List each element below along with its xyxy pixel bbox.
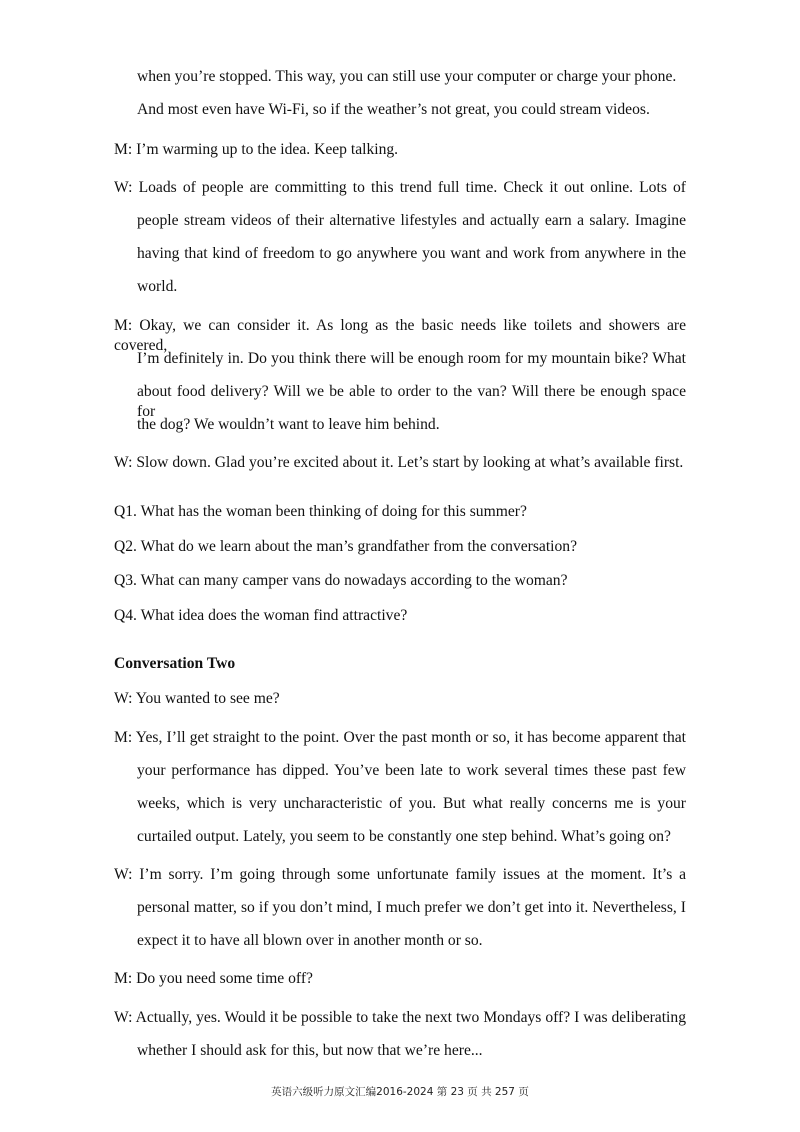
text-line: people stream videos of their alternative lifestyles and actually earn a salary. Imagine [137,212,686,229]
question-line: Q4. What idea does the woman find attractive? [114,607,408,624]
speaker-line: W: Loads of people are committing to this trend full time. Check it out online. Lots of [114,179,686,196]
speaker-line: M: Okay, we can consider it. As long as the basic needs like toilets and showers are covered, [114,317,686,354]
speaker-line: W: Slow down. Glad you’re excited about it. Let’s start by looking at what’s available first. [114,454,684,471]
speaker-line: W: Actually, yes. Would it be possible to take the next two Mondays off? I was deliberating [114,1009,686,1026]
page-footer: 英语六级听力原文汇编2016-2024 第 23 页 共 257 页 [271,1086,529,1098]
text-line: your performance has dipped. You’ve been late to work several times these past few [137,762,686,779]
text-line: And most even have Wi-Fi, so if the weather’s not great, you could stream videos. [137,101,650,118]
text-line: curtailed output. Lately, you seem to be constantly one step behind. What’s going on? [137,828,671,845]
question-line: Q2. What do we learn about the man’s grandfather from the conversation? [114,538,578,555]
text-line: about food delivery? Will we be able to order to the van? Will there be enough space for [137,383,686,420]
text-line: world. [137,278,178,295]
speaker-line: M: Do you need some time off? [114,970,313,987]
text-line: the dog? We wouldn’t want to leave him behind. [137,416,440,433]
section-heading: Conversation Two [114,655,236,672]
text-line: expect it to have all blown over in another month or so. [137,932,483,949]
text-line: weeks, which is very uncharacteristic of you. But what really concerns me is your [137,795,686,812]
speaker-line: W: I’m sorry. I’m going through some unfortunate family issues at the moment. It’s a [114,866,686,883]
text-line: personal matter, so if you don’t mind, I much prefer we don’t get into it. Nevertheless, I [137,899,686,916]
question-line: Q3. What can many camper vans do nowadays according to the woman? [114,572,568,589]
text-line: when you’re stopped. This way, you can still use your computer or charge your phone. [137,68,677,85]
question-line: Q1. What has the woman been thinking of doing for this summer? [114,503,527,520]
text-line: whether I should ask for this, but now that we’re here... [137,1042,483,1059]
text-line: I’m definitely in. Do you think there will be enough room for my mountain bike? What [137,350,686,367]
speaker-line: M: Yes, I’ll get straight to the point. Over the past month or so, it has become apparent that [114,729,686,746]
text-line: having that kind of freedom to go anywhere you want and work from anywhere in the [137,245,686,262]
speaker-line: M: I’m warming up to the idea. Keep talking. [114,141,399,158]
speaker-line: W: You wanted to see me? [114,690,280,707]
